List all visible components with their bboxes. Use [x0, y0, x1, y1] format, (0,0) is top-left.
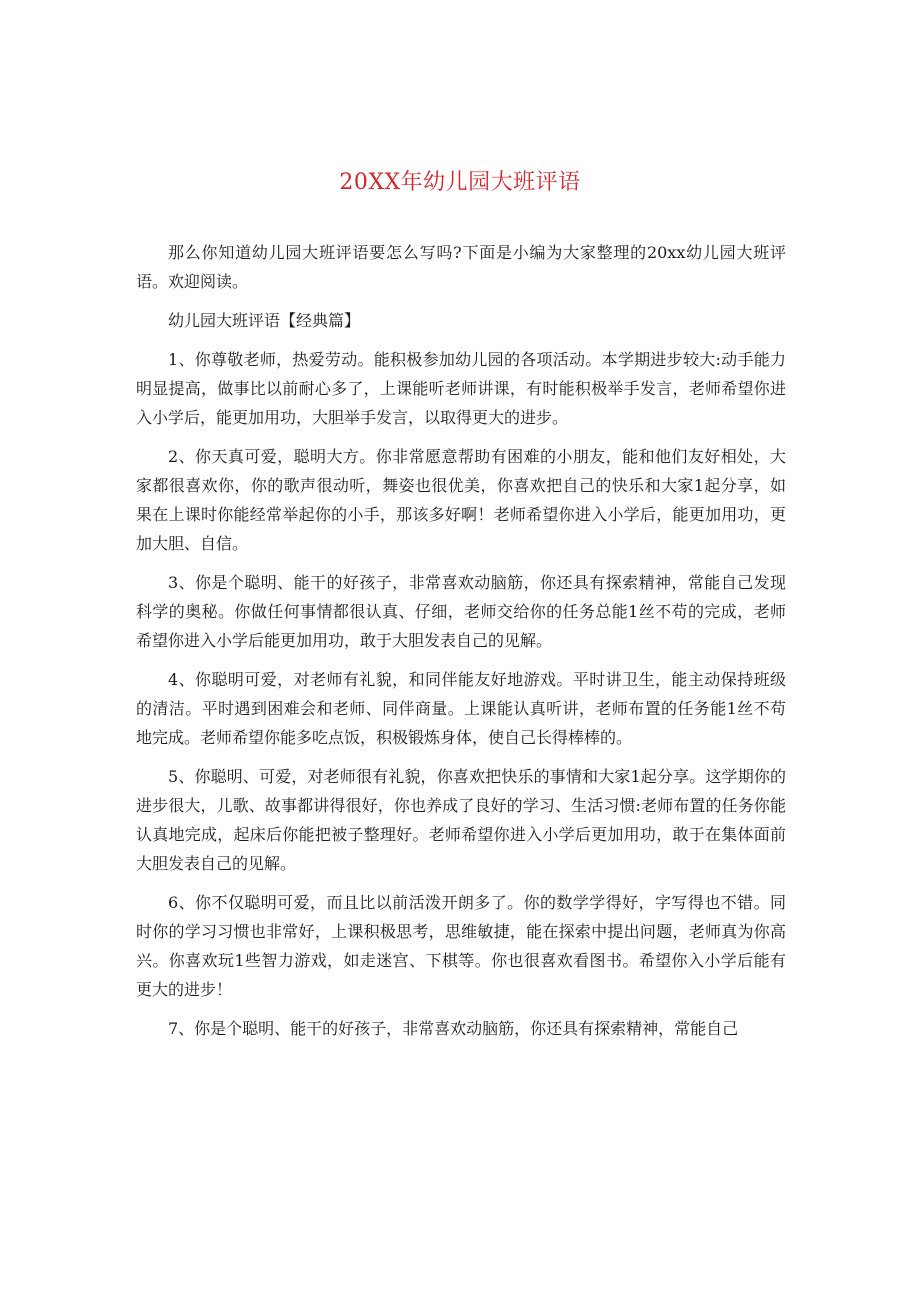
intro-paragraph: 那么你知道幼儿园大班评语要怎么写吗?下面是小编为大家整理的20xx幼儿园大班评语。欢迎阅读。 — [136, 243, 786, 291]
page-title: 20XX年幼儿园大班评语 — [339, 170, 581, 195]
section-heading: 幼儿园大班评语【经典篇】 — [168, 311, 361, 330]
comment-paragraph: 3、你是个聪明、能干的好孩子，非常喜欢动脑筋，你还具有探索精神，常能自己发现科学的奥秘。你做任何事情都很认真、仔细，老师交给你的任务总能1丝不苟的完成，老师希望你进入小学后能更加用功，敢于大胆发表自己的见解。 — [136, 573, 786, 650]
comment-paragraph: 7、你是个聪明、能干的好孩子，非常喜欢动脑筋，你还具有探索精神，常能自己 — [168, 1019, 739, 1038]
document-body — [136, 238, 786, 1053]
comment-paragraph: 2、你天真可爱，聪明大方。你非常愿意帮助有困难的小朋友，能和他们友好相处，大家都很喜欢你，你的歌声很动听，舞姿也很优美，你喜欢把自己的快乐和大家1起分享，如果在上课时你能经常举起你的小手，那该多好啊！老师希望你进入小学后，能更加用功，更加大胆、自信。 — [136, 447, 786, 553]
comment-paragraph: 4、你聪明可爱，对老师有礼貌，和同伴能友好地游戏。平时讲卫生，能主动保持班级的清洁。平时遇到困难会和老师、同伴商量。上课能认真听讲，老师布置的任务能1丝不苟地完成。老师希望你能多吃点饭，积极锻炼身体，使自己长得棒棒的。 — [136, 670, 786, 747]
comment-paragraph: 6、你不仅聪明可爱，而且比以前活泼开朗多了。你的数学学得好，字写得也不错。同时你的学习习惯也非常好，上课积极思考，思维敏捷，能在探索中提出问题，老师真为你高兴。你喜欢玩1些智力游戏，如走迷宫、下棋等。你也很喜欢看图书。希望你入小学后能有更大的进步！ — [136, 893, 786, 999]
comment-paragraph: 1、你尊敬老师，热爱劳动。能积极参加幼儿园的各项活动。本学期进步较大:动手能力明显提高，做事比以前耐心多了，上课能听老师讲课，有时能积极举手发言，老师希望你进入小学后，能更加用功，大胆举手发言，以取得更大的进步。 — [136, 350, 786, 427]
comment-paragraph: 5、你聪明、可爱，对老师很有礼貌，你喜欢把快乐的事情和大家1起分享。这学期你的进步很大，儿歌、故事都讲得很好，你也养成了良好的学习、生活习惯:老师布置的任务你能认真地完成，起床后你能把被子整理好。老师希望你进入小学后更加用功，敢于在集体面前大胆发表自己的见解。 — [136, 767, 786, 873]
